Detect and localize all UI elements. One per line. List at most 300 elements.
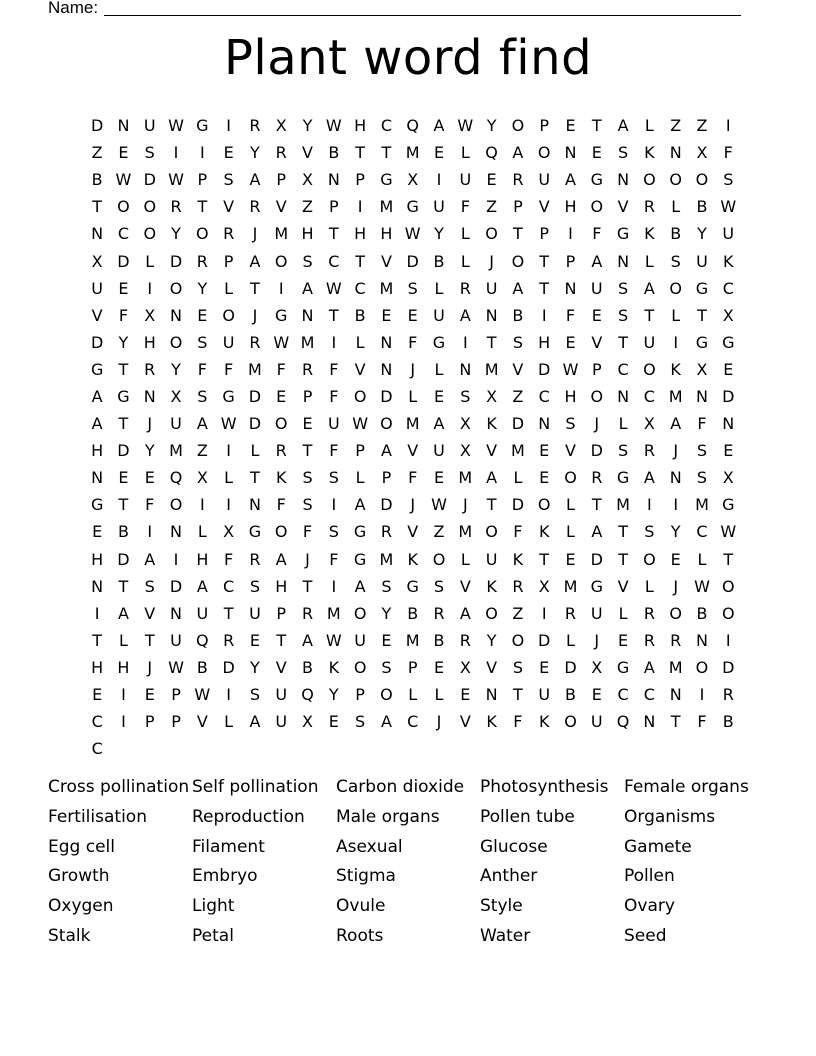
grid-letter: P [328, 197, 339, 217]
grid-letter: P [591, 359, 602, 379]
grid-letter: F [302, 522, 313, 542]
grid-letter: M [668, 386, 683, 406]
grid-letter: A [117, 603, 129, 623]
grid-letter: F [513, 712, 523, 732]
grid-letter: I [199, 495, 205, 515]
grid-letter: D [90, 116, 104, 136]
grid-letter: V [538, 197, 550, 217]
grid-letter: M [405, 414, 420, 434]
grid-letter: U [485, 278, 498, 298]
grid-letter: T [197, 197, 208, 217]
grid-letter: U [170, 630, 182, 650]
grid-letter: I [226, 441, 231, 461]
grid-letter: N [485, 305, 498, 325]
grid-letter: M [616, 495, 630, 515]
grid-letter: D [406, 251, 419, 271]
grid-letter: R [275, 441, 287, 461]
grid-letter: E [381, 305, 392, 325]
grid-letter: V [302, 143, 313, 163]
grid-letter: R [223, 630, 235, 650]
grid-letter: C [643, 386, 655, 406]
grid-letter: Y [328, 685, 339, 705]
grid-letter: E [302, 414, 313, 434]
grid-letter: W [457, 116, 474, 136]
grid-letter: O [695, 170, 709, 190]
grid-letter: K [486, 414, 497, 434]
grid-letter: R [223, 224, 235, 244]
grid-letter: Z [512, 603, 524, 623]
word-list-item: Self pollination [192, 777, 319, 797]
grid-letter: E [486, 170, 497, 190]
grid-letter: R [249, 116, 261, 136]
grid-letter: N [669, 468, 682, 488]
grid-letter: O [196, 224, 209, 244]
grid-letter: I [541, 305, 547, 325]
grid-letter: X [144, 305, 156, 325]
grid-letter: J [462, 495, 468, 515]
grid-letter: E [433, 143, 445, 163]
grid-letter: U [722, 224, 735, 244]
grid-letter: O [564, 712, 577, 732]
grid-letter: W [325, 116, 342, 136]
grid-letter: U [249, 603, 261, 623]
grid-letter: U [538, 170, 551, 190]
grid-letter: N [143, 386, 156, 406]
grid-letter: W [115, 170, 132, 190]
grid-letter: E [723, 359, 734, 379]
grid-letter: N [248, 495, 261, 515]
grid-letter: Q [485, 143, 498, 163]
grid-letter: T [723, 549, 734, 569]
grid-letter: E [433, 468, 445, 488]
grid-letter: D [590, 549, 603, 569]
grid-letter: F [197, 359, 207, 379]
grid-letter: V [407, 522, 419, 542]
grid-letter: G [248, 522, 262, 542]
grid-letter: N [91, 468, 104, 488]
grid-letter: T [381, 143, 392, 163]
grid-letter: O [143, 197, 157, 217]
grid-letter: C [91, 739, 103, 759]
grid-letter: I [699, 685, 705, 705]
grid-letter: A [275, 549, 287, 569]
grid-letter: H [354, 116, 367, 136]
grid-letter: N [117, 116, 130, 136]
grid-letter: F [276, 495, 286, 515]
grid-letter: F [723, 143, 733, 163]
grid-letter: U [222, 332, 235, 352]
grid-letter: N [301, 305, 314, 325]
grid-letter: D [511, 414, 525, 434]
grid-letter: X [302, 170, 313, 190]
grid-letter: D [538, 630, 551, 650]
grid-letter: U [433, 197, 445, 217]
grid-letter: Y [171, 359, 181, 379]
grid-letter: G [695, 332, 709, 352]
grid-letter: F [408, 332, 418, 352]
grid-letter: E [118, 468, 129, 488]
grid-letter: M [379, 278, 394, 298]
grid-letter: V [407, 441, 419, 461]
grid-letter: U [275, 685, 288, 705]
grid-letter: U [275, 712, 288, 732]
grid-letter: L [566, 522, 575, 542]
grid-letter: N [722, 414, 735, 434]
grid-letter: Z [512, 386, 524, 406]
grid-letter: P [355, 441, 365, 461]
grid-letter: N [170, 522, 183, 542]
grid-letter: L [671, 197, 681, 217]
grid-letter: K [407, 549, 418, 569]
grid-letter: B [670, 224, 682, 244]
grid-letter: T [513, 224, 523, 244]
grid-letter: T [355, 251, 365, 271]
grid-letter: O [274, 414, 288, 434]
grid-letter: C [722, 278, 734, 298]
grid-letter: D [222, 657, 235, 677]
grid-letter: P [223, 251, 234, 271]
name-underline[interactable] [104, 15, 741, 16]
grid-letter: N [617, 170, 630, 190]
grid-letter: A [643, 657, 655, 677]
grid-letter: X [459, 414, 471, 434]
grid-letter: Z [486, 197, 498, 217]
grid-letter: A [380, 441, 392, 461]
grid-letter: R [643, 603, 655, 623]
grid-letter: G [722, 332, 735, 352]
grid-letter: Q [616, 712, 630, 732]
grid-letter: F [565, 305, 576, 325]
grid-letter: W [325, 278, 342, 298]
grid-letter: V [354, 359, 366, 379]
grid-letter: H [275, 576, 288, 596]
grid-letter: P [539, 224, 550, 244]
grid-letter: L [250, 441, 260, 461]
grid-letter: A [512, 143, 524, 163]
grid-letter: T [539, 251, 550, 271]
grid-letter: V [617, 576, 629, 596]
grid-letter: N [669, 143, 682, 163]
grid-letter: E [92, 685, 103, 705]
word-list-item: Ovule [336, 896, 386, 917]
grid-letter: S [512, 657, 523, 677]
grid-letter: A [144, 549, 156, 569]
grid-letter: A [380, 712, 392, 732]
grid-letter: M [379, 197, 394, 217]
grid-letter: D [248, 386, 262, 406]
grid-letter: B [354, 305, 366, 325]
grid-letter: U [170, 414, 182, 434]
grid-letter: N [380, 359, 393, 379]
grid-letter: D [511, 495, 525, 515]
grid-letter: I [121, 712, 126, 732]
grid-letter: H [143, 332, 156, 352]
grid-letter: P [565, 251, 576, 271]
grid-letter: H [380, 224, 393, 244]
grid-letter: T [697, 305, 707, 325]
grid-letter: M [405, 630, 420, 650]
grid-letter: S [512, 332, 523, 352]
grid-letter: A [591, 251, 603, 271]
grid-letter: W [273, 332, 290, 352]
grid-letter: X [643, 414, 655, 434]
grid-letter: E [565, 116, 576, 136]
grid-letter: R [380, 522, 392, 542]
grid-letter: J [252, 224, 258, 244]
grid-letter: L [408, 685, 418, 705]
grid-letter: S [670, 251, 681, 271]
grid-letter: S [696, 468, 708, 488]
grid-letter: Q [169, 468, 183, 488]
grid-letter: C [328, 251, 340, 271]
grid-letter: N [617, 386, 630, 406]
word-list-item: Pollen tube [480, 806, 575, 827]
grid-letter: O [353, 657, 367, 677]
grid-letter: A [249, 712, 261, 732]
grid-letter: O [485, 603, 498, 623]
grid-letter: R [433, 603, 445, 623]
grid-letter: V [196, 712, 208, 732]
grid-letter: O [169, 278, 183, 298]
grid-letter: T [486, 495, 497, 515]
grid-letter: L [460, 251, 470, 271]
grid-letter: U [91, 278, 103, 298]
grid-letter: J [410, 495, 416, 515]
grid-letter: E [565, 332, 576, 352]
grid-letter: S [696, 441, 708, 461]
grid-letter: K [538, 712, 550, 732]
grid-letter: Z [696, 116, 708, 136]
grid-letter: T [276, 630, 287, 650]
grid-letter: L [697, 549, 707, 569]
grid-letter: J [673, 441, 679, 461]
grid-letter: V [617, 197, 629, 217]
grid-letter: J [410, 359, 416, 379]
grid-letter: T [118, 495, 129, 515]
grid-letter: O [117, 197, 130, 217]
grid-letter: N [327, 170, 340, 190]
word-list-item: Light [192, 896, 235, 917]
grid-letter: X [459, 441, 471, 461]
letter-grid [84, 112, 744, 762]
grid-letter: S [144, 143, 155, 163]
grid-letter: Y [250, 657, 260, 677]
grid-letter: A [249, 170, 261, 190]
grid-letter: P [381, 468, 392, 488]
grid-letter: I [462, 332, 468, 352]
grid-letter: I [541, 603, 547, 623]
grid-letter: E [276, 386, 287, 406]
grid-letter: S [618, 441, 629, 461]
grid-letter: D [117, 251, 130, 271]
grid-letter: V [459, 712, 471, 732]
grid-letter: O [353, 386, 367, 406]
word-list-item: Growth [48, 866, 110, 887]
grid-letter: P [144, 712, 155, 732]
grid-letter: O [669, 278, 682, 298]
grid-letter: C [643, 685, 655, 705]
grid-letter: A [249, 251, 261, 271]
grid-letter: V [380, 251, 392, 271]
grid-letter: L [408, 386, 418, 406]
grid-letter: W [168, 116, 184, 136]
grid-letter: U [143, 116, 156, 136]
grid-letter: F [460, 197, 470, 217]
grid-letter: K [670, 359, 681, 379]
grid-letter: G [117, 386, 130, 406]
grid-letter: T [223, 603, 234, 623]
grid-letter: X [722, 468, 734, 488]
grid-letter: Y [486, 116, 497, 136]
grid-letter: W [562, 359, 579, 379]
grid-letter: E [591, 685, 602, 705]
grid-letter: S [433, 576, 445, 596]
grid-letter: I [673, 495, 679, 515]
grid-letter: G [380, 170, 393, 190]
grid-letter: O [643, 549, 656, 569]
grid-letter: M [248, 359, 262, 379]
grid-letter: N [643, 712, 656, 732]
grid-letter: K [275, 468, 287, 488]
grid-letter: T [486, 332, 497, 352]
grid-letter: M [405, 143, 420, 163]
grid-letter: E [460, 685, 471, 705]
grid-letter: K [486, 712, 497, 732]
name-field [48, 0, 98, 18]
grid-letter: I [147, 522, 153, 542]
grid-letter: X [722, 305, 734, 325]
grid-letter: G [590, 170, 603, 190]
grid-letter: O [274, 251, 288, 271]
grid-letter: Z [302, 197, 313, 217]
grid-letter: S [618, 305, 629, 325]
grid-letter: R [459, 630, 471, 650]
grid-letter: D [380, 495, 393, 515]
grid-letter: Z [670, 116, 682, 136]
grid-letter: X [459, 657, 471, 677]
grid-letter: X [538, 576, 550, 596]
grid-letter: E [539, 468, 550, 488]
grid-letter: X [407, 170, 419, 190]
grid-letter: E [539, 657, 550, 677]
grid-letter: G [616, 657, 630, 677]
grid-letter: D [564, 657, 577, 677]
grid-letter: S [407, 278, 418, 298]
grid-letter: A [512, 278, 524, 298]
grid-letter: A [196, 414, 208, 434]
word-list-item: Water [480, 925, 531, 946]
grid-letter: I [331, 576, 337, 596]
grid-letter: I [173, 549, 179, 569]
grid-letter: R [670, 630, 682, 650]
grid-letter: E [328, 712, 339, 732]
grid-letter: Y [118, 332, 129, 352]
grid-letter: I [436, 170, 442, 190]
grid-letter: O [564, 468, 577, 488]
grid-letter: L [355, 468, 365, 488]
word-list-item: Gamete [624, 836, 692, 857]
grid-letter: J [436, 712, 442, 732]
grid-letter: L [618, 414, 628, 434]
grid-letter: C [223, 576, 235, 596]
grid-letter: O [537, 143, 551, 163]
grid-letter: R [722, 685, 734, 705]
grid-letter: S [223, 170, 234, 190]
grid-letter: F [224, 549, 234, 569]
grid-letter: U [485, 549, 498, 569]
grid-letter: T [670, 712, 681, 732]
grid-letter: S [302, 251, 313, 271]
grid-letter: N [91, 224, 104, 244]
grid-letter: I [673, 332, 679, 352]
grid-letter: J [305, 549, 310, 569]
grid-letter: O [511, 116, 525, 136]
grid-letter: G [722, 495, 735, 515]
grid-letter: G [275, 305, 288, 325]
grid-letter: M [326, 603, 341, 623]
grid-letter: X [170, 386, 182, 406]
grid-letter: M [379, 549, 394, 569]
grid-letter: J [147, 414, 153, 434]
grid-letter: B [512, 305, 524, 325]
grid-letter: O [721, 603, 735, 623]
grid-letter: A [302, 278, 313, 298]
grid-letter: O [274, 522, 288, 542]
grid-letter: T [118, 414, 129, 434]
grid-letter: T [328, 305, 339, 325]
grid-letter: L [224, 712, 234, 732]
grid-letter: F [329, 549, 339, 569]
grid-letter: U [590, 278, 603, 298]
grid-letter: T [118, 576, 129, 596]
grid-letter: N [564, 278, 577, 298]
grid-letter: F [329, 359, 339, 379]
grid-letter: I [331, 332, 337, 352]
grid-letter: P [407, 657, 418, 677]
grid-letter: B [117, 522, 129, 542]
grid-letter: A [196, 576, 208, 596]
grid-letter: L [224, 278, 234, 298]
grid-letter: N [380, 332, 393, 352]
grid-letter: H [354, 224, 367, 244]
grid-letter: S [302, 495, 313, 515]
word-list-item: Male organs [336, 806, 440, 827]
grid-letter: A [354, 576, 366, 596]
grid-letter: I [147, 278, 153, 298]
word-list-item: Anther [480, 866, 538, 887]
grid-letter: S [355, 712, 366, 732]
word-list-item: Stigma [336, 866, 396, 887]
grid-letter: P [355, 170, 365, 190]
grid-letter: K [486, 576, 497, 596]
grid-letter: D [538, 359, 551, 379]
grid-letter: E [433, 657, 445, 677]
grid-letter: U [459, 170, 472, 190]
grid-letter: I [94, 603, 100, 623]
grid-letter: P [539, 116, 550, 136]
grid-letter: V [223, 197, 235, 217]
grid-letter: U [196, 603, 209, 623]
word-list-item: Carbon dioxide [336, 777, 465, 797]
grid-letter: S [460, 386, 471, 406]
grid-letter: L [644, 251, 654, 271]
grid-letter: S [328, 468, 339, 488]
grid-letter: L [434, 685, 444, 705]
grid-letter: N [91, 576, 104, 596]
grid-letter: E [539, 441, 550, 461]
grid-letter: D [117, 549, 130, 569]
grid-letter: X [196, 468, 208, 488]
